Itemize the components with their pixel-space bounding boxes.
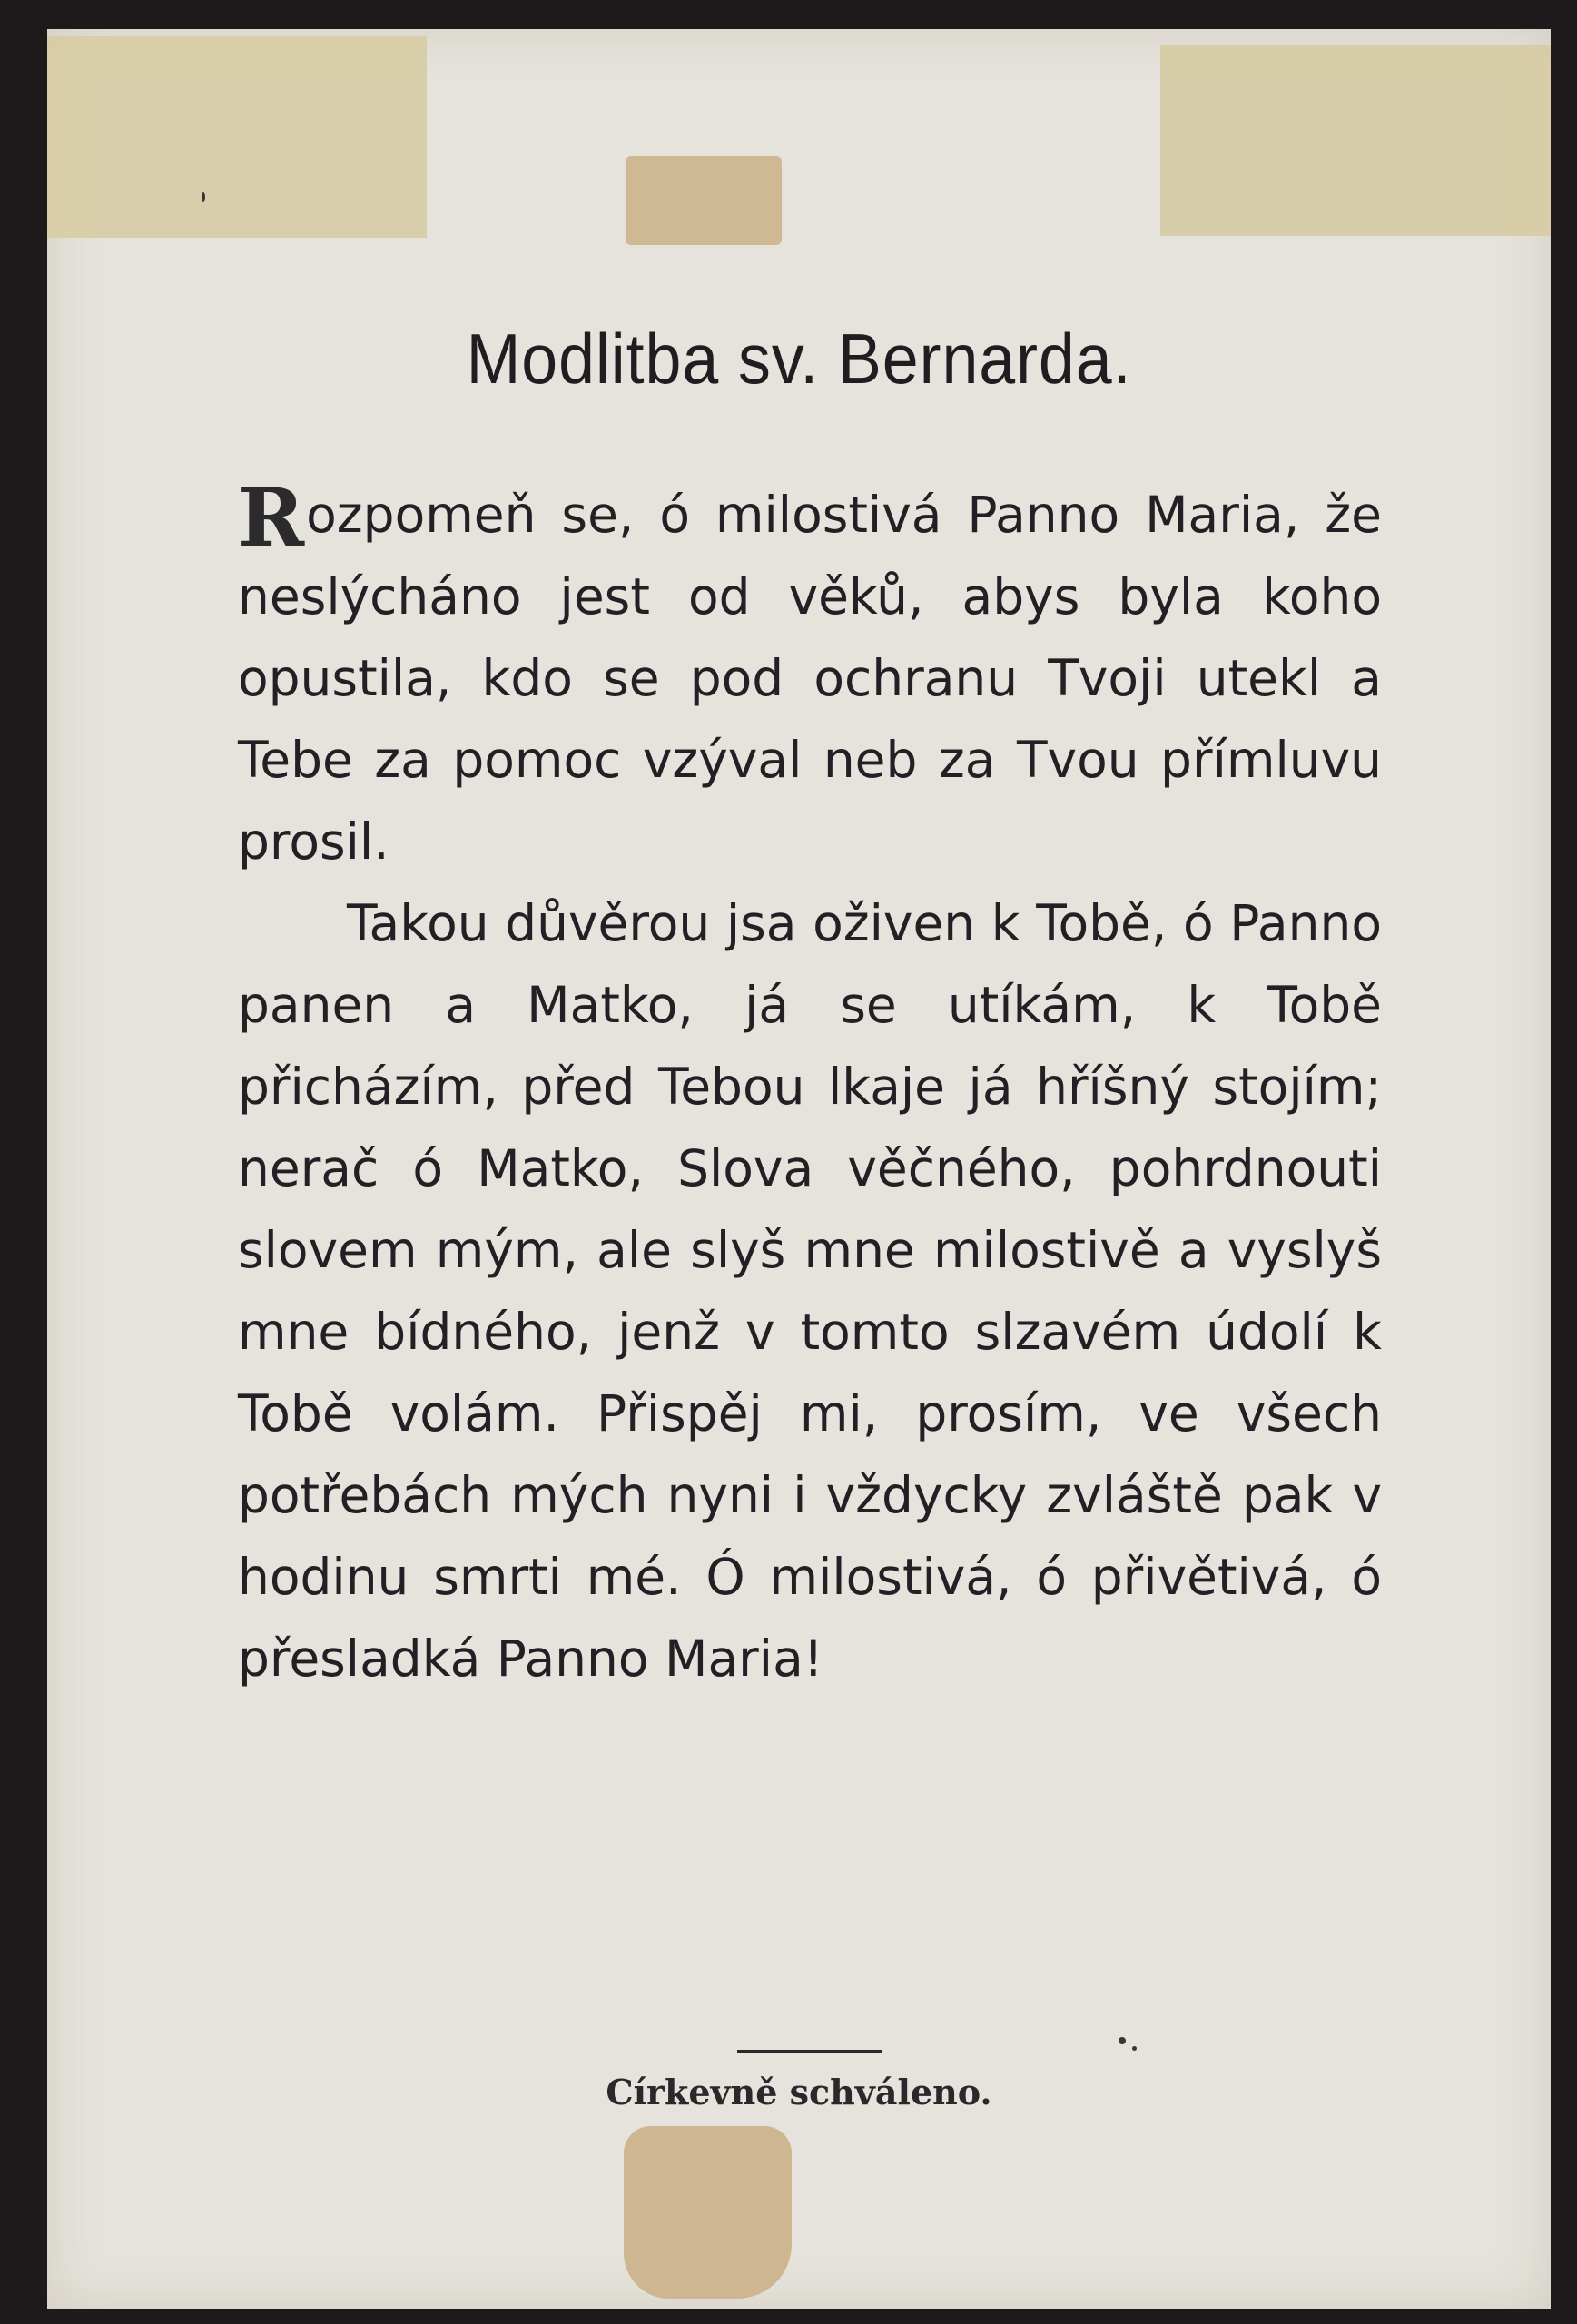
prayer-paragraph-1	[238, 470, 1382, 882]
tape-strip-right	[1160, 45, 1551, 236]
page-title: Modlitba sv. Bernarda.	[466, 319, 1132, 399]
paper-tear-top	[626, 156, 782, 245]
paper-speck	[202, 192, 205, 202]
paper-speck	[1119, 2037, 1126, 2044]
tape-strip-left	[47, 36, 427, 238]
paragraph-2-text: Takou důvěrou jsa oživen k Tobě, ó Panno panen a Matko, já se utíkám, k Tobě přicházím, před Tebou lkaje já hříšný stojím; nerač ó Matko, Slova věčného, pohrdnouti slovem mým, ale slyš mne milostivě a vyslyš mne bídného, jenž v tomto slzavém údolí k Tobě volám. Přispěj mi, prosím, ve všech potřebách mých nyni i vždycky zvláště pak v hodinu smrti mé. Ó milostivá, ó přivětivá, ó přesladká Panno Maria!	[238, 894, 1382, 1688]
drop-cap: R	[238, 470, 305, 565]
paper-tear-bottom	[624, 2126, 792, 2299]
prayer-text	[238, 470, 1382, 1699]
prayer-paragraph-2	[238, 882, 1382, 1699]
prayer-card	[47, 29, 1551, 2309]
approval-note: Církevně schváleno.	[606, 2072, 992, 2112]
divider-rule	[737, 2050, 882, 2053]
paragraph-1-text: ozpomeň se, ó milostivá Panno Maria, že neslýcháno jest od věků, abys byla koho opustila, kdo se pod ochranu Tvoji utekl a Tebe za pomoc vzýval neb za Tvou přímluvu prosil.	[238, 486, 1382, 871]
paper-speck	[1132, 2046, 1137, 2051]
